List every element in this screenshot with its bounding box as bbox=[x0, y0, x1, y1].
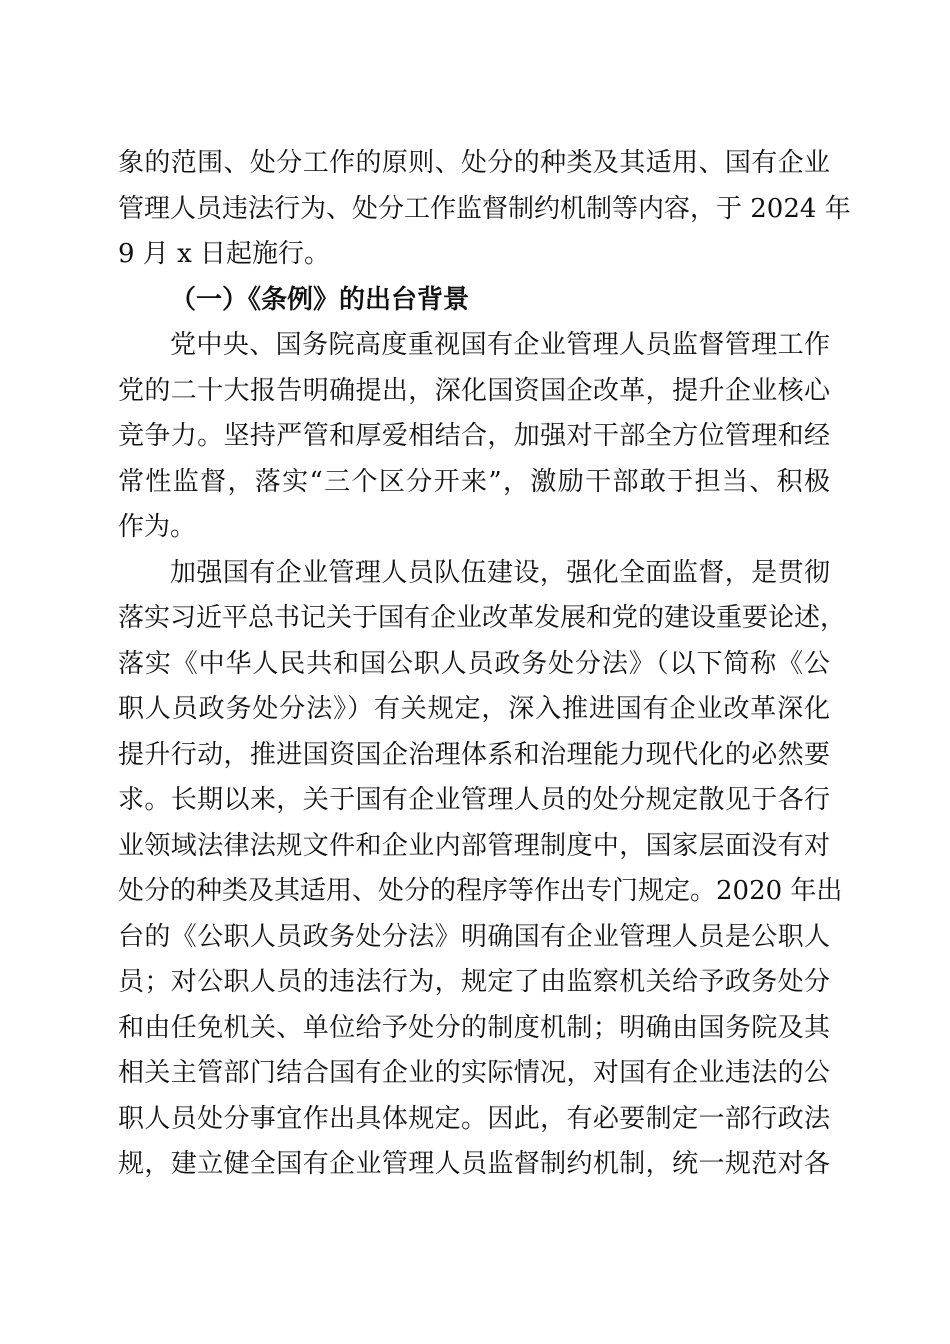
text-line: 提升行动，推进国资国企治理体系和治理能力现代化的必然要 bbox=[118, 739, 830, 770]
text-line: 作为。 bbox=[118, 512, 197, 542]
text-line: 处分的种类及其适用、处分的程序等作出专门规定。2020 年出 bbox=[118, 876, 843, 906]
text-line: 规，建立健全国有企业管理人员监督制约机制，统一规范对各 bbox=[118, 1149, 830, 1179]
text-line: 落实习近平总书记关于国有企业改革发展和党的建设重要论述， bbox=[118, 603, 847, 633]
text-line: 常性监督，落实“三个区分开来”，激励干部敢于担当、积极 bbox=[118, 466, 830, 497]
text-line: 9 月 x 日起施行。 bbox=[118, 239, 330, 269]
text-line: 职人员处分事宜作出具体规定。因此，有必要制定一部行政法 bbox=[118, 1103, 830, 1134]
heading-line: （一）《条例》的出台背景 bbox=[170, 284, 470, 315]
text-line: 象的范围、处分工作的原则、处分的种类及其适用、国有企业 bbox=[118, 148, 830, 178]
document-body bbox=[118, 141, 851, 1188]
text-line: 求。长期以来，关于国有企业管理人员的处分规定散见于各行 bbox=[118, 785, 830, 815]
text-line: 职人员政务处分法》）有关规定，深入推进国有企业改革深化 bbox=[118, 694, 830, 724]
text-line: 加强国有企业管理人员队伍建设，强化全面监督，是贯彻 bbox=[170, 557, 830, 588]
text-line: 管理人员违法行为、处分工作监督制约机制等内容，于 2024 年 bbox=[118, 193, 851, 224]
section-heading bbox=[118, 278, 830, 324]
text-line: 党的二十大报告明确提出，深化国资国企改革，提升企业核心 bbox=[118, 375, 830, 406]
text-line: 竞争力。坚持严管和厚爱相结合，加强对干部全方位管理和经 bbox=[118, 421, 830, 451]
paragraph bbox=[118, 141, 851, 278]
text-line: 党中央、国务院高度重视国有企业管理人员监督管理工作 bbox=[170, 330, 830, 360]
paragraph bbox=[118, 323, 830, 551]
text-line: 和由任免机关、单位给予处分的制度机制；明确由国务院及其 bbox=[118, 1012, 830, 1043]
text-line: 落实《中华人民共和国公职人员政务处分法》（以下简称《公 bbox=[118, 648, 830, 679]
text-line: 台的《公职人员政务处分法》明确国有企业管理人员是公职人 bbox=[118, 921, 830, 952]
text-line: 业领域法律法规文件和企业内部管理制度中，国家层面没有对 bbox=[118, 830, 830, 861]
text-line: 员；对公职人员的违法行为，规定了由监察机关给予政务处分 bbox=[118, 967, 830, 997]
text-line: 相关主管部门结合国有企业的实际情况，对国有企业违法的公 bbox=[118, 1058, 830, 1088]
paragraph bbox=[118, 551, 847, 1188]
